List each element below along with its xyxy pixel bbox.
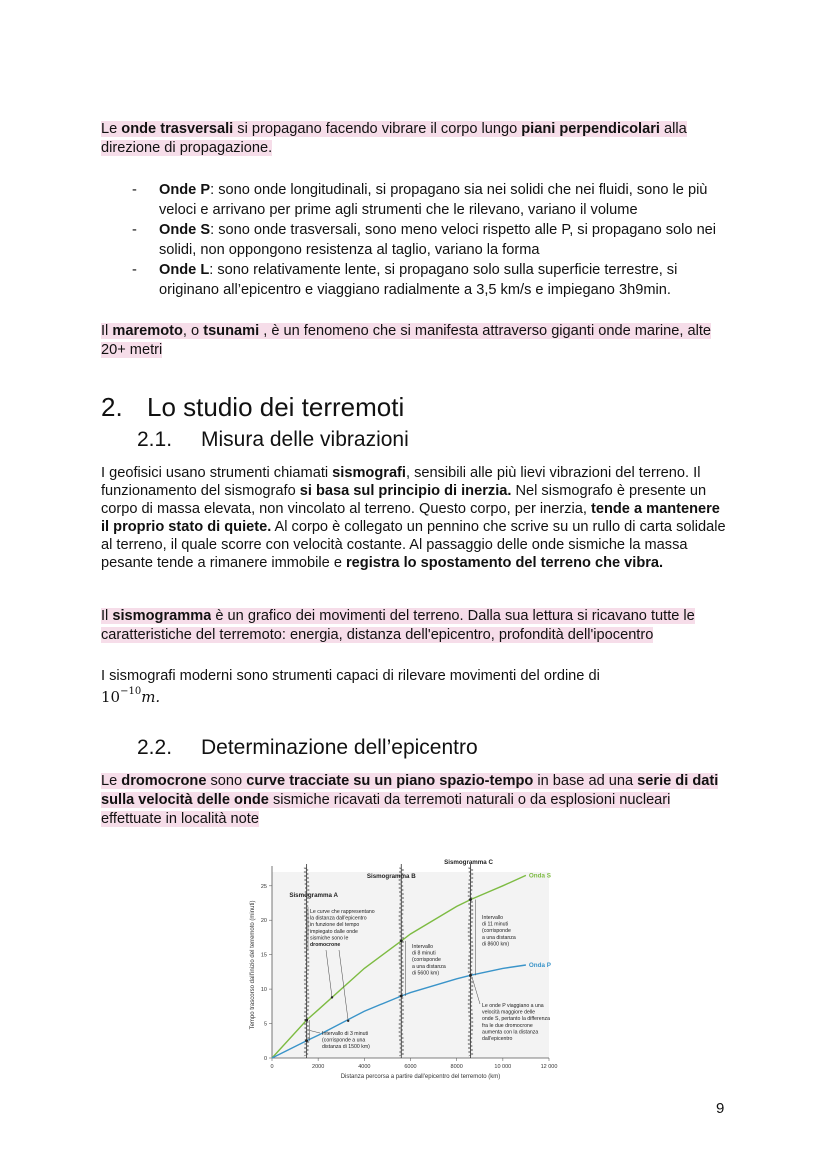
text: I sismografi moderni sono strumenti capaci di rilevare movimenti del ordine di <box>101 668 600 684</box>
paragraph-sismogramma <box>101 607 731 645</box>
bold-term: onde trasversali <box>121 121 234 137</box>
annotation-interval-8: di 5600 km) <box>412 970 440 977</box>
bold-term: si basa sul principio di inerzia. <box>299 483 512 499</box>
bold-term: registra lo spostamento del terreno che vibra. <box>346 555 664 571</box>
bold-term: serie di dati sulla velocità delle onde <box>101 773 719 808</box>
x-tick-label: 2000 <box>312 1064 325 1070</box>
paragraph-dromocrone <box>101 772 731 829</box>
annotation-curves: Le curve che rappresentano <box>310 909 375 915</box>
x-tick-label: 10 000 <box>494 1064 512 1070</box>
y-tick-label: 25 <box>260 883 267 890</box>
annotation-p-note: velocità maggiore delle <box>482 1009 536 1016</box>
annotation-p-note: aumenta con la distanza <box>482 1029 539 1036</box>
math-unit: m. <box>141 688 161 706</box>
bold-term: Onde L <box>159 262 210 278</box>
intersection-point <box>305 1039 308 1042</box>
x-tick-label: 0 <box>270 1064 274 1070</box>
text: : sono onde longitudinali, si propagano sia nei solidi che nei fluidi, sono le più veloci e arrivano per prime agli strumenti che le rilevano, variano il volume <box>159 182 708 218</box>
annotation-p-note: onde S, pertanto la differenza <box>482 1016 550 1023</box>
text: I geofisici usano strumenti chiamati <box>101 465 333 481</box>
bold-term: dromocrone <box>121 773 207 789</box>
annotation-curves: la distanza dall'epicentro <box>310 915 367 922</box>
text: in base ad una <box>533 773 638 789</box>
x-axis-label: Distanza percorsa a partire dall'epicentro del terremoto (km) <box>340 1074 501 1080</box>
bullet-dash: - <box>132 222 137 238</box>
bold-term: piani perpendicolari <box>521 121 660 137</box>
annotation-interval-11: di 8600 km) <box>482 941 510 948</box>
bold-term: Onde S <box>159 222 211 238</box>
subsection-title: Determinazione dell’epicentro <box>201 736 478 759</box>
annotation-interval-8: Intervallo <box>412 944 434 950</box>
annotation-p-note: Le onde P viaggiano a una <box>482 1003 544 1009</box>
x-tick-label: 6000 <box>404 1064 417 1070</box>
subsection-heading <box>137 427 409 453</box>
series-label: Onda S <box>528 872 551 880</box>
y-tick-label: 0 <box>263 1056 267 1062</box>
annotation-interval-11: a una distanza <box>482 934 516 941</box>
text: Il <box>101 323 113 339</box>
text: Al corpo è collegato un pennino che scrive su un rullo di carta solidale al terreno, il quale scorre con velocità costante. Al passaggio delle onde sismiche la massa pesante tende a rimanere immobile e <box>101 519 726 571</box>
math-exponent: −10 <box>120 686 142 697</box>
subsection-heading <box>137 735 478 761</box>
y-axis-label: Tempo trascorso dall'inizio del terremoto (minuti) <box>250 900 256 1030</box>
text: Il <box>101 608 113 624</box>
subsection-title: Misura delle vibrazioni <box>201 428 409 451</box>
section-number: 2. <box>101 392 123 422</box>
text: sono <box>206 773 247 789</box>
text: : sono relativamente lente, si propagano solo sulla superficie terrestre, si originano all’epicentro e viaggiano radialmente a 3,5 km/s e impiegano 3h9min. <box>159 262 678 298</box>
bold-term: sismografi <box>332 465 406 481</box>
bold-term: tende a mantenere il proprio stato di quiete. <box>101 501 720 535</box>
text: Le <box>101 773 122 789</box>
annotation-interval-11: Intervallo <box>482 915 504 921</box>
annotation-curves: impiegato dalle onde <box>310 928 358 935</box>
text: alla direzione di propagazione. <box>101 121 687 156</box>
bullet-dash: - <box>132 182 137 198</box>
text: , è un fenomeno che si manifesta attraverso giganti onde marine, alte 20+ metri <box>101 323 712 358</box>
annotation-interval-11: (corrisponde <box>482 928 511 935</box>
bullet-dash: - <box>132 262 137 278</box>
y-tick-label: 15 <box>260 952 267 959</box>
text: , sensibili alle più lievi vibrazioni del terreno. Il funzionamento del sismografo <box>101 465 701 499</box>
x-tick-label: 8000 <box>450 1064 463 1070</box>
text: Nel sismografo è presente un corpo di massa elevata, non vincolato al terreno. Questo corpo, per inerzia, <box>101 483 707 517</box>
math-base: 10 <box>101 688 121 706</box>
subsection-number: 2.1. <box>137 428 173 451</box>
bold-term: maremoto <box>112 323 183 339</box>
text: sismiche ricavati da terremoti naturali o da esplosioni nucleari effettuate in località note <box>101 792 671 827</box>
bold-term: curve tracciate su un piano spazio-tempo <box>246 773 534 789</box>
intersection-point <box>469 974 472 977</box>
text: si propagano facendo vibrare il corpo lungo <box>233 121 522 137</box>
annotation-curves: in funzione del tempo <box>310 922 360 929</box>
wave-types-list <box>132 180 732 300</box>
annotation-interval-3: distanza di 1500 km) <box>322 1044 370 1051</box>
x-tick-label: 12 000 <box>540 1064 558 1070</box>
intersection-point <box>400 939 403 942</box>
math-expression <box>101 688 160 706</box>
text: è un grafico dei movimenti del terreno. Dalla sua lettura si ricavano tutte le caratteristiche del terremoto: energia, distanza dell'epicentro, profondità dell'ipocentro <box>101 608 695 643</box>
annotation-interval-8: di 8 minuti <box>412 950 436 957</box>
intersection-point <box>469 898 472 901</box>
seismogram-label: Sismogramma A <box>289 892 338 899</box>
dromocrone-chart <box>244 852 574 1086</box>
annotation-interval-11: di 11 minuti <box>482 921 509 928</box>
y-tick-label: 5 <box>263 1021 267 1028</box>
paragraph-sismografi-moderni <box>101 667 731 686</box>
y-tick-label: 10 <box>260 987 267 994</box>
section-title: Lo studio dei terremoti <box>147 392 405 422</box>
intersection-point <box>305 1019 308 1022</box>
subsection-number: 2.2. <box>137 736 173 759</box>
seismogram-label: Sismogramma C <box>444 859 493 866</box>
page-number: 9 <box>716 1100 725 1117</box>
bold-term: sismogramma <box>112 608 212 624</box>
annotation-curves-bold: dromocrone <box>310 942 341 948</box>
annotation-curves: sismiche sono le <box>310 935 349 942</box>
paragraph-maremoto <box>101 322 731 360</box>
annotation-interval-8: a una distanza <box>412 963 446 970</box>
list-item <box>132 180 732 220</box>
bold-term: Onde P <box>159 182 211 198</box>
list-item <box>132 220 732 260</box>
paragraph-onde-trasversali <box>101 120 731 158</box>
y-tick-label: 20 <box>260 918 267 925</box>
text: Le <box>101 121 122 137</box>
annotation-p-note: dall'epicentro <box>482 1036 513 1042</box>
series-label: Onda P <box>528 962 551 969</box>
seismogram-label: Sismogramma B <box>366 873 416 880</box>
text: : sono onde trasversali, sono meno veloci rispetto alle P, si propagano solo nei solidi, non oppongono resistenza al taglio, variano la forma <box>159 222 717 258</box>
annotation-interval-3: Intervallo di 3 minuti <box>322 1031 369 1037</box>
bold-term: tsunami <box>203 323 260 339</box>
intersection-point <box>400 995 403 998</box>
text: , o <box>182 323 204 339</box>
x-tick-label: 4000 <box>358 1064 371 1070</box>
annotation-interval-3: (corrisponde a una <box>322 1037 366 1044</box>
section-heading <box>101 391 404 423</box>
annotation-interval-8: (corrisponde <box>412 957 441 964</box>
list-item <box>132 260 732 300</box>
annotation-p-note: fra le due dromocrone <box>482 1022 533 1029</box>
paragraph-sismografi <box>101 464 731 572</box>
